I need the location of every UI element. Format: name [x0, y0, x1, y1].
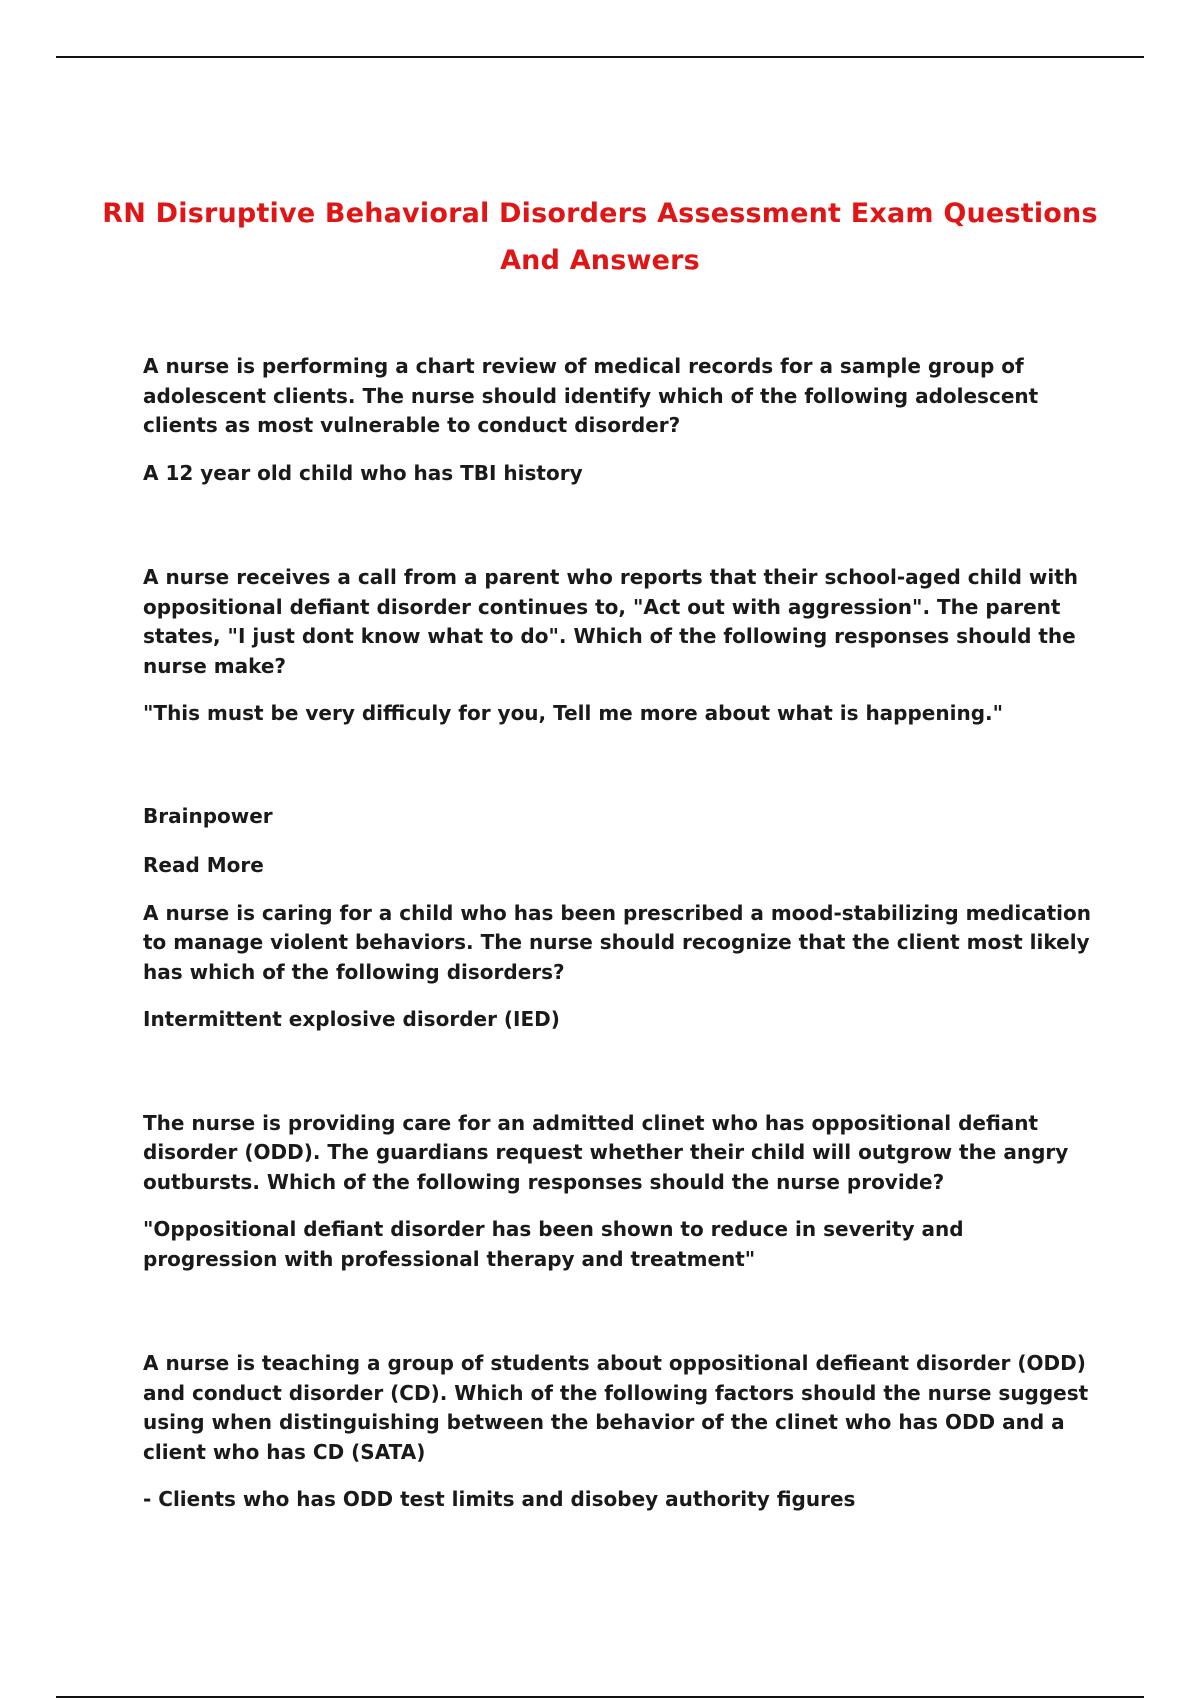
qa-item — [143, 899, 1103, 1035]
document-body — [143, 352, 1103, 1515]
question-text: A nurse receives a call from a parent who reports that their school-aged child with oppositional defiant disorder continues to, "Act out with aggression". The parent states, "I just dont know what to do". Which of the following responses should the nurse make? — [143, 565, 1078, 678]
qa-item — [143, 352, 1103, 488]
answer-text: - Clients who has ODD test limits and disobey authority figures — [143, 1487, 856, 1511]
question-text: A nurse is teaching a group of students about oppositional defieant disorder (ODD) and conduct disorder (CD). Which of the following factors should the nurse suggest using when distinguishing between the behavior of the clinet who has ODD and a client who has CD (SATA) — [143, 1351, 1089, 1464]
question-text: A nurse is performing a chart review of medical records for a sample group of adolescent clients. The nurse should identify which of the following adolescent clients as most vulnerable to conduct disorder? — [143, 354, 1039, 437]
qa-item — [143, 563, 1103, 729]
qa-item — [143, 1109, 1103, 1275]
brainpower-label: Brainpower — [143, 803, 273, 828]
answer-text: Intermittent explosive disorder (IED) — [143, 1007, 560, 1031]
document-title: RN Disruptive Behavioral Disorders Assessment Exam Questions And Answers — [102, 198, 1098, 276]
qa-item — [143, 1349, 1103, 1515]
question-text: A nurse is caring for a child who has been prescribed a mood-stabilizing medication to manage violent behaviors. The nurse should recognize that the client most likely has which of the following disorders? — [143, 900, 1091, 984]
question-text: The nurse is providing care for an admitted clinet who has oppositional defiant disorder (ODD). The guardians request whether their child will outgrow the angry outbursts. Which of the following responses should the nurse provide? — [143, 1110, 1069, 1194]
answer-text: "Oppositional defiant disorder has been shown to reduce in severity and progression with professional therapy and treatment" — [143, 1217, 964, 1271]
top-divider — [56, 56, 1144, 58]
read-more-link[interactable]: Read More — [143, 853, 264, 877]
answer-text: A 12 year old child who has TBI history — [143, 460, 583, 485]
bottom-divider — [56, 1696, 1144, 1698]
answer-text: "This must be very difficuly for you, Tell me more about what is happening." — [143, 701, 1004, 725]
